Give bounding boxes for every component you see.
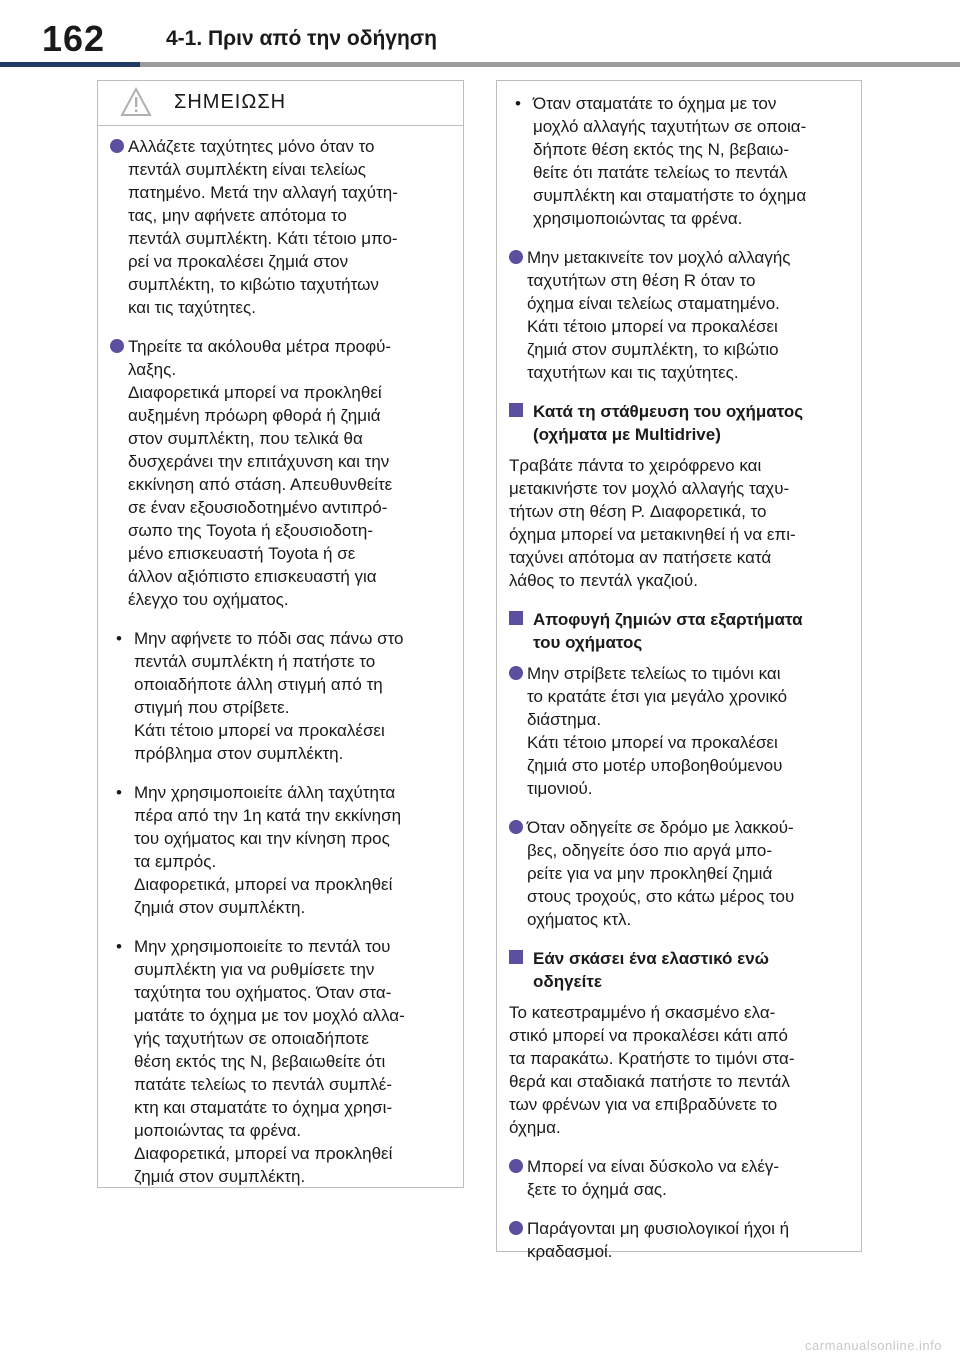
list-item xyxy=(509,1155,847,1201)
list-item-text: Μην μετακινείτε τον μοχλό αλλαγής ταχυτήτων στη θέση R όταν το όχημα είναι τελείως σταματημένο. Κάτι τέτοιο μπορεί να προκαλέσει ζημιά στον συμπλέκτη, το κιβώτιο ταχυτήτων και τις ταχύτητες. xyxy=(527,248,791,382)
list-item-text: Μπορεί να είναι δύσκολο να ελέγ- ξετε το όχημά σας. xyxy=(527,1157,780,1199)
warning-triangle-icon xyxy=(120,87,152,117)
list-item-text: Όταν οδηγείτε σε δρόμο με λακκού- βες, οδηγείτε όσο πιο αργά μπο- ρείτε για να μην προκληθεί ζημιά στους τροχούς, στο κάτω μέρος του οχήματος κτλ. xyxy=(527,818,795,929)
list-item xyxy=(110,335,449,611)
list-item-text: Μην χρησιμοποιείτε άλλη ταχύτητα πέρα από την 1η κατά την εκκίνηση του οχήματος και την κίνηση προς τα εμπρός. Διαφορετικά, μπορεί να προκληθεί ζημιά στον συμπλέκτη. xyxy=(134,783,402,917)
header-divider xyxy=(0,62,960,67)
continued-content xyxy=(497,81,861,1263)
circle-bullet-icon xyxy=(110,139,124,153)
list-item xyxy=(110,627,449,765)
note-panel xyxy=(97,80,464,1188)
note-content xyxy=(98,126,463,1188)
list-item-text: Αλλάζετε ταχύτητες μόνο όταν το πεντάλ συμπλέκτη είναι τελείως πατημένο. Μετά την αλλαγή ταχύτη- τας, μην αφήνετε απότομα το πεντάλ συμπλέκτη. Κάτι τέτοιο μπο- ρεί να προκαλέσει ζημιά στον συμπλέκτη, το κιβώτιο ταχυτήτων και τις ταχύτητες. xyxy=(128,137,398,317)
list-item-text: Παράγονται μη φυσιολογικοί ήχοι ή κραδασμοί. xyxy=(527,1219,790,1261)
list-item xyxy=(509,662,847,800)
heading-text: Κατά τη στάθμευση του οχήματος (οχήματα με Multidrive) xyxy=(533,402,804,444)
continued-panel xyxy=(496,80,862,1261)
list-item xyxy=(509,246,847,384)
square-bullet-icon xyxy=(509,611,523,625)
circle-bullet-icon xyxy=(509,820,523,834)
section-heading xyxy=(509,608,847,654)
section-heading xyxy=(509,947,847,993)
square-bullet-icon xyxy=(509,403,523,417)
page-number: 162 xyxy=(42,18,106,59)
circle-bullet-icon xyxy=(509,1159,523,1173)
circle-bullet-icon xyxy=(509,666,523,680)
section-title: 4-1. Πριν από την οδήγηση xyxy=(166,27,437,50)
list-item-text: Όταν σταματάτε το όχημα με τον μοχλό αλλαγής ταχυτήτων σε οποια- δήποτε θέση εκτός της N, βεβαιω- θείτε ότι πατάτε τελείως το πεντάλ συμπλέκτη και σταματήστε το όχημα χρησιμοποιώντας τα φρένα. xyxy=(533,94,807,228)
list-item xyxy=(509,1217,847,1263)
section-heading xyxy=(509,400,847,446)
heading-text: Εάν σκάσει ένα ελαστικό ενώ οδηγείτε xyxy=(533,949,770,991)
square-bullet-icon xyxy=(509,950,523,964)
list-item-text: Μην χρησιμοποιείτε το πεντάλ του συμπλέκτη για να ρυθμίσετε την ταχύτητα του οχήματος. Όταν στα- ματάτε το όχημα με τον μοχλό αλλα- γής ταχυτήτων σε οποιαδήποτε θέση εκτός της N, βεβαιωθείτε ότι πατάτε τελείως το πεντάλ συμπλέ- κτη και σταματάτε το όχημα χρησι- μοποιώντας τα φρένα. Διαφορετικά, μπορεί να προκληθεί ζημιά στον συμπλέκτη. xyxy=(134,937,405,1186)
list-item xyxy=(110,935,449,1188)
paragraph: Τραβάτε πάντα το χειρόφρενο και μετακινήστε τον μοχλό αλλαγής ταχυ- τήτων στη θέση P. Διαφορετικά, το όχημα μπορεί να μετακινηθεί ή να επι- ταχύνει απότομα αν πατήσετε κατά λάθος το πεντάλ γκαζιού. xyxy=(509,456,796,590)
dot-bullet-icon: • xyxy=(116,937,122,956)
note-header xyxy=(98,81,463,126)
watermark: carmanualsonline.info xyxy=(805,1338,942,1353)
circle-bullet-icon xyxy=(509,1221,523,1235)
circle-bullet-icon xyxy=(110,339,124,353)
dot-bullet-icon: • xyxy=(116,629,122,648)
note-label: ΣΗΜΕΙΩΣΗ xyxy=(174,91,287,113)
paragraph: Το κατεστραμμένο ή σκασμένο ελα- στικό μπορεί να προκαλέσει κάτι από τα παρακάτω. Κρατήστε το τιμόνι στα- θερά και σταδιακά πατήστε το πεντάλ των φρένων για να επιβραδύνετε το όχημα. xyxy=(509,1003,795,1137)
list-item xyxy=(509,92,847,230)
list-item xyxy=(110,135,449,319)
heading-text: Αποφυγή ζημιών στα εξαρτήματα του οχήματος xyxy=(533,610,803,652)
list-item xyxy=(110,781,449,919)
list-item-text: Μην στρίβετε τελείως το τιμόνι και το κρατάτε έτσι για μεγάλο χρονικό διάστημα. Κάτι τέτοιο μπορεί να προκαλέσει ζημιά στο μοτέρ υποβοηθούμενου τιμονιού. xyxy=(527,664,788,798)
circle-bullet-icon xyxy=(509,250,523,264)
list-item-text: Τηρείτε τα ακόλουθα μέτρα προφύ- λαξης. Διαφορετικά μπορεί να προκληθεί αυξημένη πρόωρη φθορά ή ζημιά στον συμπλέκτη, που τελικά θα δυσχεράνει την επιτάχυνση και την εκκίνηση από στάση. Απευθυνθείτε σε έναν εξουσιοδοτημένο αντιπρό- σωπο της Toyota ή εξουσιοδοτη- μένο επισκευαστή Toyota ή σε άλλον αξιόπιστο επισκευαστή για έλεγχο του οχήματος. xyxy=(128,337,393,609)
page-header xyxy=(0,0,960,70)
list-item-text: Μην αφήνετε το πόδι σας πάνω στο πεντάλ συμπλέκτη ή πατήστε το οποιαδήποτε άλλη στιγμή από τη στιγμή που στρίβετε. Κάτι τέτοιο μπορεί να προκαλέσει πρόβλημα στον συμπλέκτη. xyxy=(134,629,404,763)
dot-bullet-icon: • xyxy=(515,94,521,113)
list-item xyxy=(509,816,847,931)
dot-bullet-icon: • xyxy=(116,783,122,802)
